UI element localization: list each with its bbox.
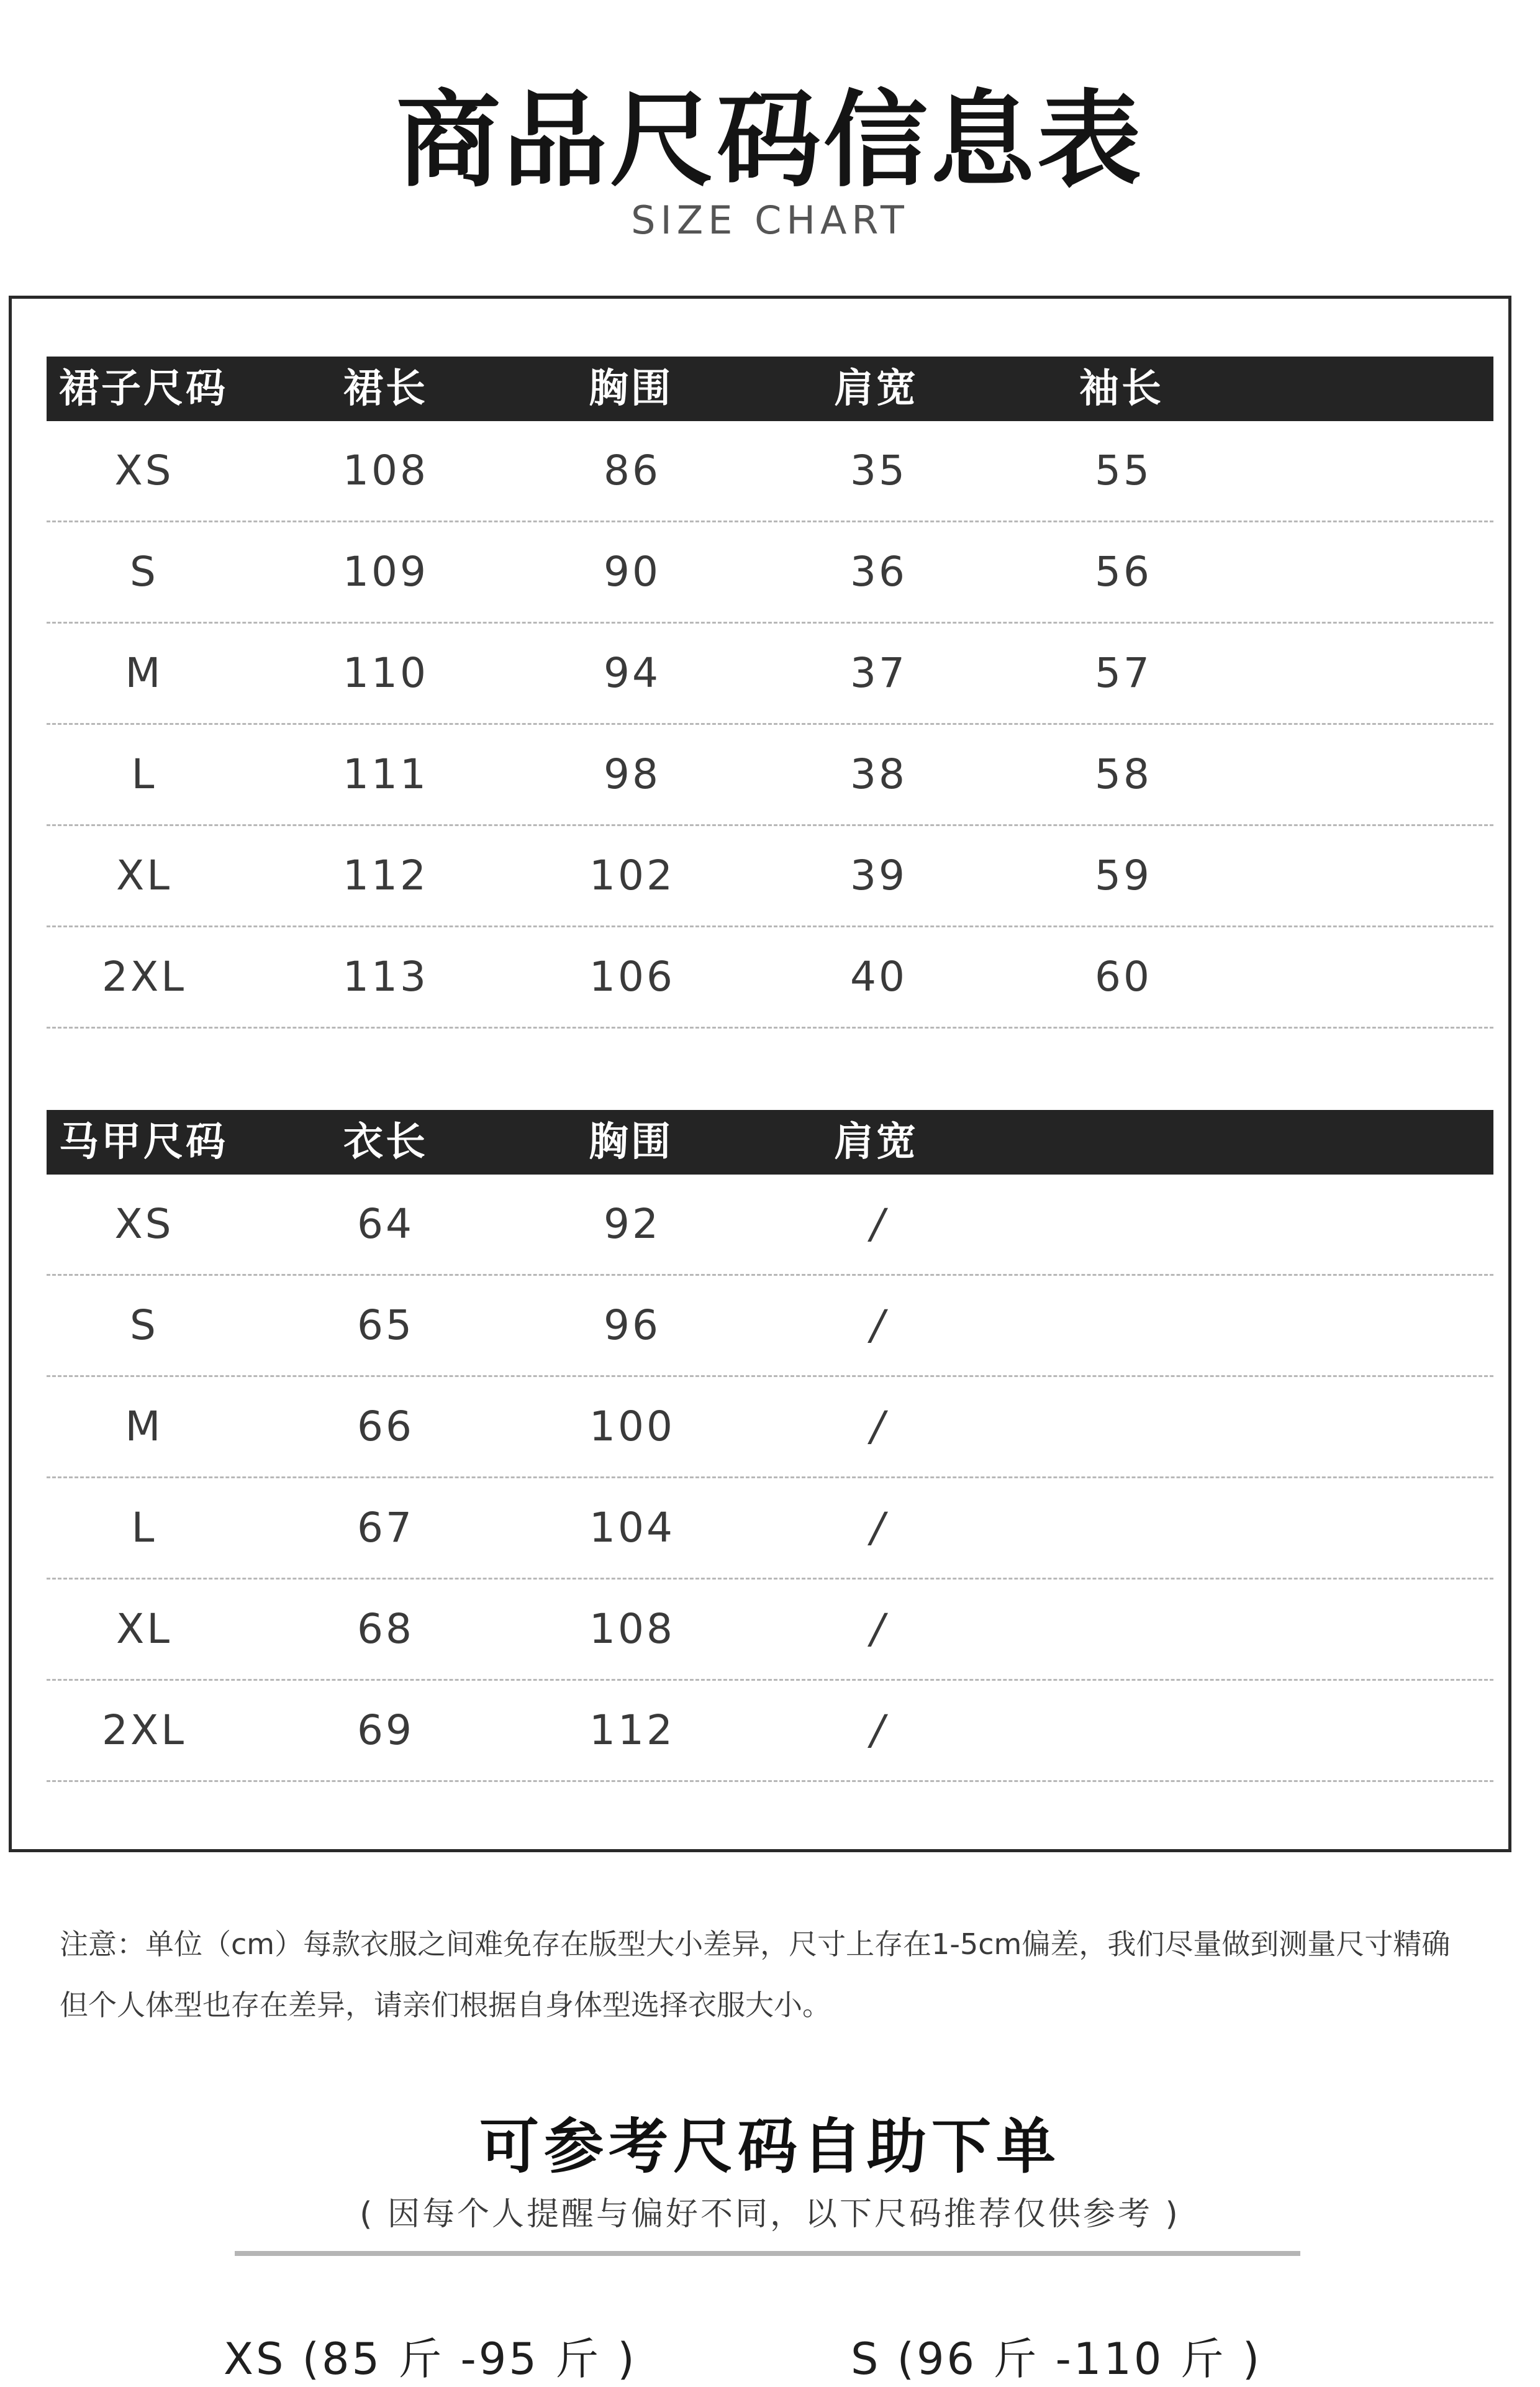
table-row (47, 1175, 1493, 1276)
vest-size-table (47, 1110, 1493, 1782)
size-cell: XL (116, 852, 172, 899)
skirt-length-cell: 112 (343, 852, 428, 899)
table-row (47, 1681, 1493, 1782)
size-cell: XL (116, 1605, 172, 1653)
chest-cell: 98 (604, 750, 661, 798)
size-cell: 2XL (102, 953, 186, 1001)
chest-cell: 86 (604, 447, 661, 494)
size-cell: S (130, 1301, 158, 1349)
table-row (47, 826, 1493, 927)
table-row (47, 421, 1493, 522)
note-line-1: 注意：单位（cm）每款衣服之间难免存在版型大小差异，尺寸上存在1-5cm偏差，我们尽量做到测量尺寸精确 (60, 1927, 1451, 1961)
shoulder-cell: / (870, 1504, 887, 1552)
skirt-length-cell: 108 (343, 447, 428, 494)
vest-length-cell: 66 (357, 1403, 414, 1450)
reference-subtitle: ( 因每个人提醒与偏好不同，以下尺码推荐仅供参考 ) (360, 2196, 1180, 2233)
table-row (47, 1580, 1493, 1681)
shoulder-cell: 37 (850, 649, 907, 697)
table-row (47, 1478, 1493, 1580)
vest-col-size: 马甲尺码 (59, 1119, 228, 1165)
shoulder-cell: / (870, 1301, 887, 1349)
table-row (47, 927, 1493, 1029)
size-cell: L (131, 750, 157, 798)
vest-col-shoulder: 肩宽 (834, 1119, 918, 1165)
vest-length-cell: 67 (357, 1504, 414, 1552)
sleeve-cell: 55 (1095, 447, 1152, 494)
shoulder-cell: 36 (850, 548, 907, 596)
size-cell: 2XL (102, 1706, 186, 1754)
skirt-col-length: 裙长 (343, 366, 428, 412)
skirt-col-sleeve: 袖长 (1079, 366, 1164, 412)
table-row (47, 624, 1493, 725)
shoulder-cell: / (870, 1403, 887, 1450)
vest-length-cell: 65 (357, 1301, 414, 1349)
size-cell: XS (114, 1200, 174, 1248)
skirt-length-cell: 111 (343, 750, 428, 798)
chest-cell: 100 (589, 1403, 675, 1450)
table-row (47, 1377, 1493, 1478)
vest-length-cell: 68 (357, 1605, 414, 1653)
skirt-col-size: 裙子尺码 (59, 366, 228, 412)
chest-cell: 102 (589, 852, 675, 899)
chest-cell: 108 (589, 1605, 675, 1653)
chest-cell: 94 (604, 649, 661, 697)
skirt-length-cell: 113 (343, 953, 428, 1001)
vest-table-header (47, 1110, 1493, 1175)
chest-cell: 106 (589, 953, 675, 1001)
note-line-2: 但个人体型也存在差异，请亲们根据自身体型选择衣服大小。 (60, 1988, 831, 2022)
size-chart-frame (9, 296, 1511, 1852)
size-cell: M (125, 1403, 163, 1450)
skirt-table-header (47, 357, 1493, 421)
vest-col-chest: 胸围 (589, 1119, 673, 1165)
shoulder-cell: 38 (850, 750, 907, 798)
shoulder-cell: / (870, 1605, 887, 1653)
page-subtitle: SIZE CHART (631, 198, 909, 243)
chest-cell: 96 (604, 1301, 661, 1349)
size-cell: L (131, 1504, 157, 1552)
shoulder-cell: 39 (850, 852, 907, 899)
sleeve-cell: 60 (1095, 953, 1152, 1001)
divider (235, 2251, 1300, 2256)
sleeve-cell: 57 (1095, 649, 1152, 697)
vest-length-cell: 64 (357, 1200, 414, 1248)
size-cell: M (125, 649, 163, 697)
reference-title: 可参考尺码自助下单 (479, 2112, 1061, 2181)
vest-col-length: 衣长 (343, 1119, 428, 1165)
sleeve-cell: 56 (1095, 548, 1152, 596)
vest-length-cell: 69 (357, 1706, 414, 1754)
chest-cell: 112 (589, 1706, 675, 1754)
skirt-size-table (47, 357, 1493, 1029)
size-cell: XS (114, 447, 174, 494)
shoulder-cell: / (870, 1706, 887, 1754)
size-cell: S (130, 548, 158, 596)
shoulder-cell: 35 (850, 447, 907, 494)
weight-range-s: S (96 斤 -110 斤 ) (851, 2334, 1262, 2385)
table-row (47, 725, 1493, 826)
sleeve-cell: 59 (1095, 852, 1152, 899)
weight-range-xs: XS (85 斤 -95 斤 ) (224, 2334, 637, 2385)
table-row (47, 1276, 1493, 1377)
shoulder-cell: 40 (850, 953, 907, 1001)
chest-cell: 90 (604, 548, 661, 596)
shoulder-cell: / (870, 1200, 887, 1248)
page-title: 商品尺码信息表 (396, 80, 1144, 201)
skirt-length-cell: 110 (343, 649, 428, 697)
skirt-col-chest: 胸围 (589, 366, 673, 412)
chest-cell: 92 (604, 1200, 661, 1248)
table-row (47, 522, 1493, 624)
chest-cell: 104 (589, 1504, 675, 1552)
skirt-length-cell: 109 (343, 548, 428, 596)
sleeve-cell: 58 (1095, 750, 1152, 798)
skirt-col-shoulder: 肩宽 (834, 366, 918, 412)
